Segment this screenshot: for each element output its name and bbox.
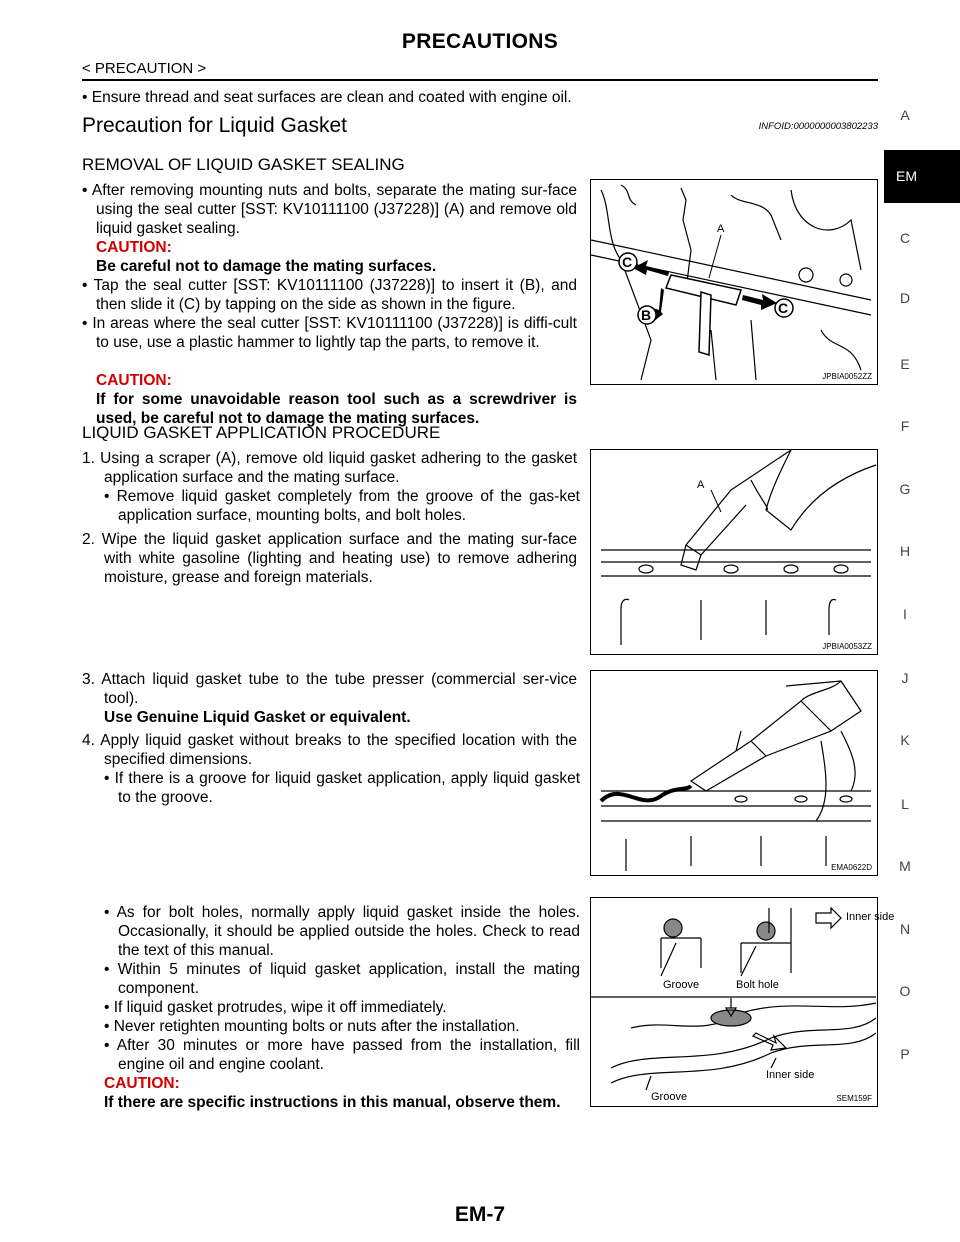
label-groove-top: Groove	[663, 979, 700, 991]
tab-g[interactable]: G	[899, 481, 911, 497]
label-groove-bottom: Groove	[651, 1091, 688, 1103]
step-4: 4. Apply liquid gasket without breaks to the specified location with the specified dimensions.	[82, 732, 577, 768]
tab-l[interactable]: L	[901, 796, 909, 812]
step-1-sub-bullet: • Remove liquid gasket completely from the groove of the gas-ket application surface, mounting bolts, and bolt holes.	[104, 488, 580, 524]
scraper-figure	[590, 449, 878, 655]
tube-presser-illustration	[591, 671, 876, 874]
groove-bolt-hole-figure	[590, 897, 895, 1107]
removal-bullet-2: • Tap the seal cutter [SST: KV10111100 (J37228)] to insert it (B), and then slide it (C) by tapping on the side as shown in the figure.	[82, 277, 577, 313]
removal-caution-2-label: CAUTION:	[96, 372, 172, 389]
sub-bullet-4: • Never retighten mounting bolts or nuts after the installation.	[104, 1018, 520, 1035]
step-2: 2. Wipe the liquid gasket application surface and the mating sur-face with white gasoline (lighting and heating use) to remove adhering moisture, grease and foreign materials.	[82, 531, 577, 586]
header-rule	[82, 79, 878, 81]
tab-e[interactable]: E	[900, 356, 910, 372]
removal-heading: REMOVAL OF LIQUID GASKET SEALING	[82, 155, 405, 174]
removal-caution-1-label: CAUTION:	[96, 239, 172, 256]
scraper-illustration	[591, 450, 876, 653]
tab-n[interactable]: N	[899, 921, 911, 937]
figure-caption: EMA0622D	[831, 863, 872, 872]
figure-caption: JPBIA0053ZZ	[822, 642, 872, 651]
tab-a[interactable]: A	[900, 107, 910, 123]
tab-m[interactable]: M	[899, 858, 911, 874]
tab-i[interactable]: I	[903, 606, 907, 622]
tab-f[interactable]: F	[900, 418, 910, 434]
figure-caption: JPBIA0052ZZ	[822, 372, 872, 381]
tab-c[interactable]: C	[899, 230, 911, 246]
application-caution-label: CAUTION:	[104, 1075, 180, 1092]
seal-cutter-figure	[590, 179, 878, 385]
figure-label-c-left: C	[622, 254, 633, 270]
removal-bullet-3: • In areas where the seal cutter [SST: KV10111100 (J37228)] is diffi-cult to use, use a plastic hammer to lightly tap the parts, to remove it.	[82, 315, 577, 351]
removal-bullet-1: • After removing mounting nuts and bolts, separate the mating sur-face using the seal cutter [SST: KV10111100 (J37228)] (A) and remove old liquid gasket sealing.	[82, 182, 577, 237]
page-title: PRECAUTIONS	[401, 30, 559, 53]
removal-caution-2-text: If for some unavoidable reason tool such as a screwdriver is used, be careful not to damage the mating surfaces.	[96, 391, 577, 427]
breadcrumb: < PRECAUTION >	[82, 60, 207, 77]
intro-bullet: • Ensure thread and seat surfaces are clean and coated with engine oil.	[82, 89, 572, 106]
step-3: 3. Attach liquid gasket tube to the tube presser (commercial ser-vice tool).	[82, 671, 577, 707]
figure-label-b: B	[641, 307, 652, 323]
tab-k[interactable]: K	[900, 732, 910, 748]
sub-bullet-5: • After 30 minutes or more have passed from the installation, fill engine oil and engine coolant.	[104, 1037, 580, 1073]
removal-caution-1-text: Be careful not to damage the mating surfaces.	[96, 258, 437, 275]
tab-h[interactable]: H	[899, 543, 911, 559]
figure-label-a: A	[697, 479, 705, 491]
label-inner-side-top: Inner side	[846, 911, 895, 923]
sub-bullet-3: • If liquid gasket protrudes, wipe it off immediately.	[104, 999, 447, 1016]
info-id: INFOID:0000000003802233	[758, 121, 878, 132]
tab-d[interactable]: D	[899, 290, 911, 306]
tube-presser-figure	[590, 670, 878, 876]
groove-bolt-hole-illustration	[591, 898, 895, 1105]
tab-em[interactable]: EM	[884, 150, 960, 203]
sub-bullet-2: • Within 5 minutes of liquid gasket application, install the mating component.	[104, 961, 580, 997]
figure-caption: SEM159F	[836, 1094, 872, 1103]
figure-label-a: A	[717, 223, 725, 235]
label-inner-side-bottom: Inner side	[766, 1069, 815, 1081]
tab-p[interactable]: P	[900, 1046, 910, 1062]
step-1: 1. Using a scraper (A), remove old liquid gasket adhering to the gasket application surface and the mating surface.	[82, 450, 577, 486]
sub-bullet-1: • As for bolt holes, normally apply liquid gasket inside the holes. Occasionally, it should be applied outside the holes. Check to read the text of this manual.	[104, 904, 580, 959]
section-title: Precaution for Liquid Gasket	[82, 114, 347, 137]
application-caution-text: If there are specific instructions in this manual, observe them.	[104, 1094, 561, 1111]
tab-j[interactable]: J	[901, 670, 909, 686]
application-heading: LIQUID GASKET APPLICATION PROCEDURE	[82, 423, 441, 442]
seal-cutter-illustration	[591, 180, 876, 383]
figure-label-c-right: C	[778, 300, 789, 316]
page-number: EM-7	[454, 1203, 506, 1226]
label-bolt-hole: Bolt hole	[736, 979, 779, 991]
step-4-sub-bullet: • If there is a groove for liquid gasket application, apply liquid gasket to the groove.	[104, 770, 580, 806]
step-3-bold: Use Genuine Liquid Gasket or equivalent.	[104, 709, 411, 726]
tab-o[interactable]: O	[899, 983, 911, 999]
